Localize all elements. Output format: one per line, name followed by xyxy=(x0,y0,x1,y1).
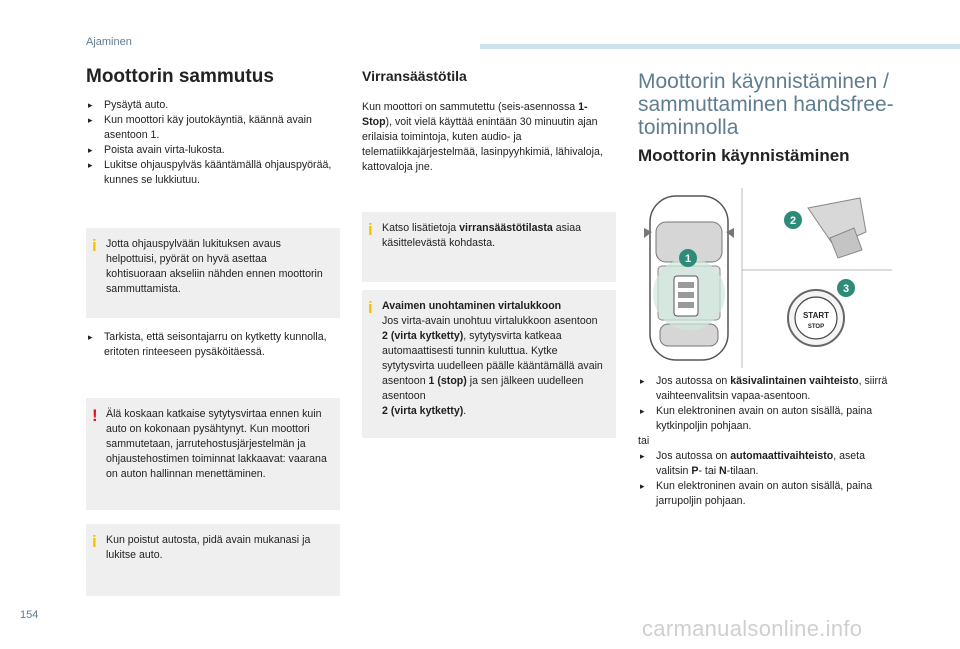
info-icon: i xyxy=(368,220,373,239)
list-item: ▸ Jos autossa on automaattivaihteisto, aseta valitsin P- tai N-tilaan. xyxy=(638,449,894,479)
info-icon: i xyxy=(92,532,97,551)
svg-text:1: 1 xyxy=(684,253,692,265)
callout-2 xyxy=(784,211,802,229)
info-text: Katso lisätietoja virransäästötilasta asiaa käsittelevästä kohdasta. xyxy=(382,222,582,249)
col3-bullets-a xyxy=(638,374,894,434)
list-item: ▸ Kun moottori käy joutokäyntiä, käännä avain asentoon 1. xyxy=(86,113,342,143)
section-label: Ajaminen xyxy=(86,36,132,48)
info-box-2 xyxy=(86,524,340,596)
info-text: Kun poistut autosta, pidä avain mukanasi ja lukitse auto. xyxy=(106,534,311,561)
start-stop-button-icon xyxy=(788,290,844,346)
info-box-4 xyxy=(362,290,616,438)
list-item: ▸ Kun elektroninen avain on auton sisällä, paina jarrupoljin pohjaan. xyxy=(638,479,894,509)
list-item: ▸ Lukitse ohjauspylväs kääntämällä ohjauspyörää, kunnes se lukkiutuu. xyxy=(86,158,342,188)
list-item: ▸ Kun elektroninen avain on auton sisällä, paina kytkinpoljin pohjaan. xyxy=(638,404,894,434)
info-text: Avaimen unohtaminen virtalukkoon Jos virta-avain unohtuu virtalukkoon asentoon 2 (virta kytketty), sytytysvirta katkeaa automaattisesti tunnin kuluttua. Kytke sytytysvirta uudelleen päälle kääntämällä avain asentoon 1 (stop) ja sen jälkeen uudelleen asentoon 2 (virta kytketty). xyxy=(382,300,603,417)
callout-1 xyxy=(679,249,697,267)
car-and-start-button-illustration xyxy=(640,188,896,368)
svg-text:3: 3 xyxy=(842,283,850,295)
callout-3 xyxy=(837,279,855,297)
col1-bullets-2 xyxy=(86,330,342,360)
or-label: tai xyxy=(638,435,650,447)
col2-title: Virransäästötila xyxy=(362,68,467,84)
warning-icon: ! xyxy=(92,406,98,425)
car-icon xyxy=(644,196,734,360)
list-item: ▸ Pysäytä auto. xyxy=(86,98,342,113)
page-number: 154 xyxy=(20,609,39,621)
col3-subtitle: Moottorin käynnistäminen xyxy=(638,146,850,165)
col1-title: Moottorin sammutus xyxy=(86,66,274,87)
info-box-3 xyxy=(362,212,616,282)
list-item: ▸ Tarkista, että seisontajarru on kytketty kunnolla, eritoten rinteeseen pysäköitäessä. xyxy=(86,330,342,360)
col3-bullets-b xyxy=(638,449,894,509)
col3-title: Moottorin käynnistäminen / sammuttaminen handsfree-toiminnolla xyxy=(638,70,894,139)
svg-text:2: 2 xyxy=(789,215,797,227)
stop-label: STOP xyxy=(807,324,825,330)
info-box xyxy=(86,228,340,318)
list-item: ▸ Jos autossa on käsivalintainen vaihteisto, siirrä vaihteenvalitsin vapaa-asentoon. xyxy=(638,374,894,404)
start-label: START xyxy=(802,311,830,320)
start-figure xyxy=(640,188,896,368)
warning-box xyxy=(86,398,340,510)
info-text: Jotta ohjauspylvään lukituksen avaus helpottuisi, pyörät on hyvä asettaa kohtisuoraan akseliin nähden ennen moottorin sammuttamista. xyxy=(106,238,323,295)
col1-bullets xyxy=(86,98,342,188)
header-bar xyxy=(480,44,960,49)
warning-text: Älä koskaan katkaise sytytysvirtaa ennen kuin auto on kokonaan pysähtynyt. Kun moottori sammutetaan, jarrutehostusjärjestelmän ja ohjaustehostimen toiminnat lakkaavat: vaarana on auton hallinnan menettäminen. xyxy=(106,408,327,480)
watermark: carmanualsonline.info xyxy=(642,616,863,641)
col2-paragraph: Kun moottori on sammutettu (seis-asennossa 1-Stop), voit vielä käyttää enintään 30 minuutin ajan erilaisia toimintoja, kuten audio- ja telematiikkajärjestelmää, lasinpyyhkimiä, lähivaloja, kattovaloja jne. xyxy=(362,101,603,173)
col3-instructions xyxy=(638,374,894,509)
info-icon: i xyxy=(368,298,373,317)
info-icon: i xyxy=(92,236,97,255)
list-item: ▸ Poista avain virta-lukosta. xyxy=(86,143,342,158)
pedal-icon xyxy=(808,198,866,258)
